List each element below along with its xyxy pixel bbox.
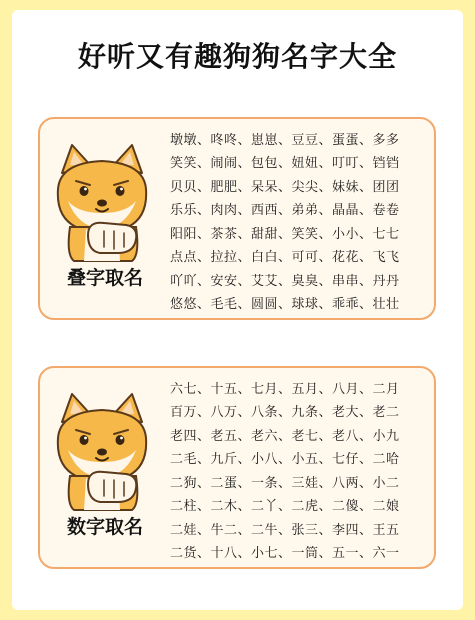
name-row: 二毛、九斤、小八、小五、七仔、二哈 [170,452,400,468]
name-row: 百万、八万、八条、九条、老大、老二 [170,405,400,421]
name-row: 六七、十五、七月、五月、八月、二月 [170,382,400,397]
name-row: 二娃、牛二、二牛、张三、李四、王五 [170,522,400,538]
section-label: 叠字取名 [66,267,143,289]
poster-sheet [12,10,463,610]
name-row: 点点、拉拉、白白、可可、花花、飞飞 [170,250,400,266]
name-row: 二狗、二蛋、一条、三娃、八两、小二 [170,475,400,491]
section-label: 数字取名 [66,516,143,538]
name-list [170,382,430,562]
name-row: 贝贝、肥肥、呆呆、尖尖、妹妹、团团 [170,179,400,195]
name-list [170,133,430,313]
name-row: 乐乐、肉肉、西西、弟弟、晶晶、卷卷 [170,203,400,219]
name-row: 二货、十八、小七、一筒、五一、六一 [170,545,400,561]
name-row: 悠悠、毛毛、圆圆、球球、乖乖、壮壮 [170,296,400,312]
shiba-dog-pointing-icon [48,143,156,263]
name-row: 墩墩、咚咚、崽崽、豆豆、蛋蛋、多多 [170,133,400,148]
name-row: 二柱、二木、二丫、二虎、二傻、二娘 [170,499,400,515]
section-card-repeated-names [38,117,436,320]
shiba-dog-pointing-icon [48,392,156,512]
name-row: 老四、老五、老六、老七、老八、小九 [170,428,400,444]
page-title: 好听又有趣狗狗名字大全 [77,40,397,73]
name-row: 笑笑、闹闹、包包、妞妞、叮叮、铛铛 [170,156,400,172]
name-row: 吖吖、安安、艾艾、臭臭、串串、丹丹 [170,273,400,289]
section-card-number-names [38,366,436,569]
name-row: 阳阳、茶茶、甜甜、笑笑、小小、七七 [170,226,400,242]
